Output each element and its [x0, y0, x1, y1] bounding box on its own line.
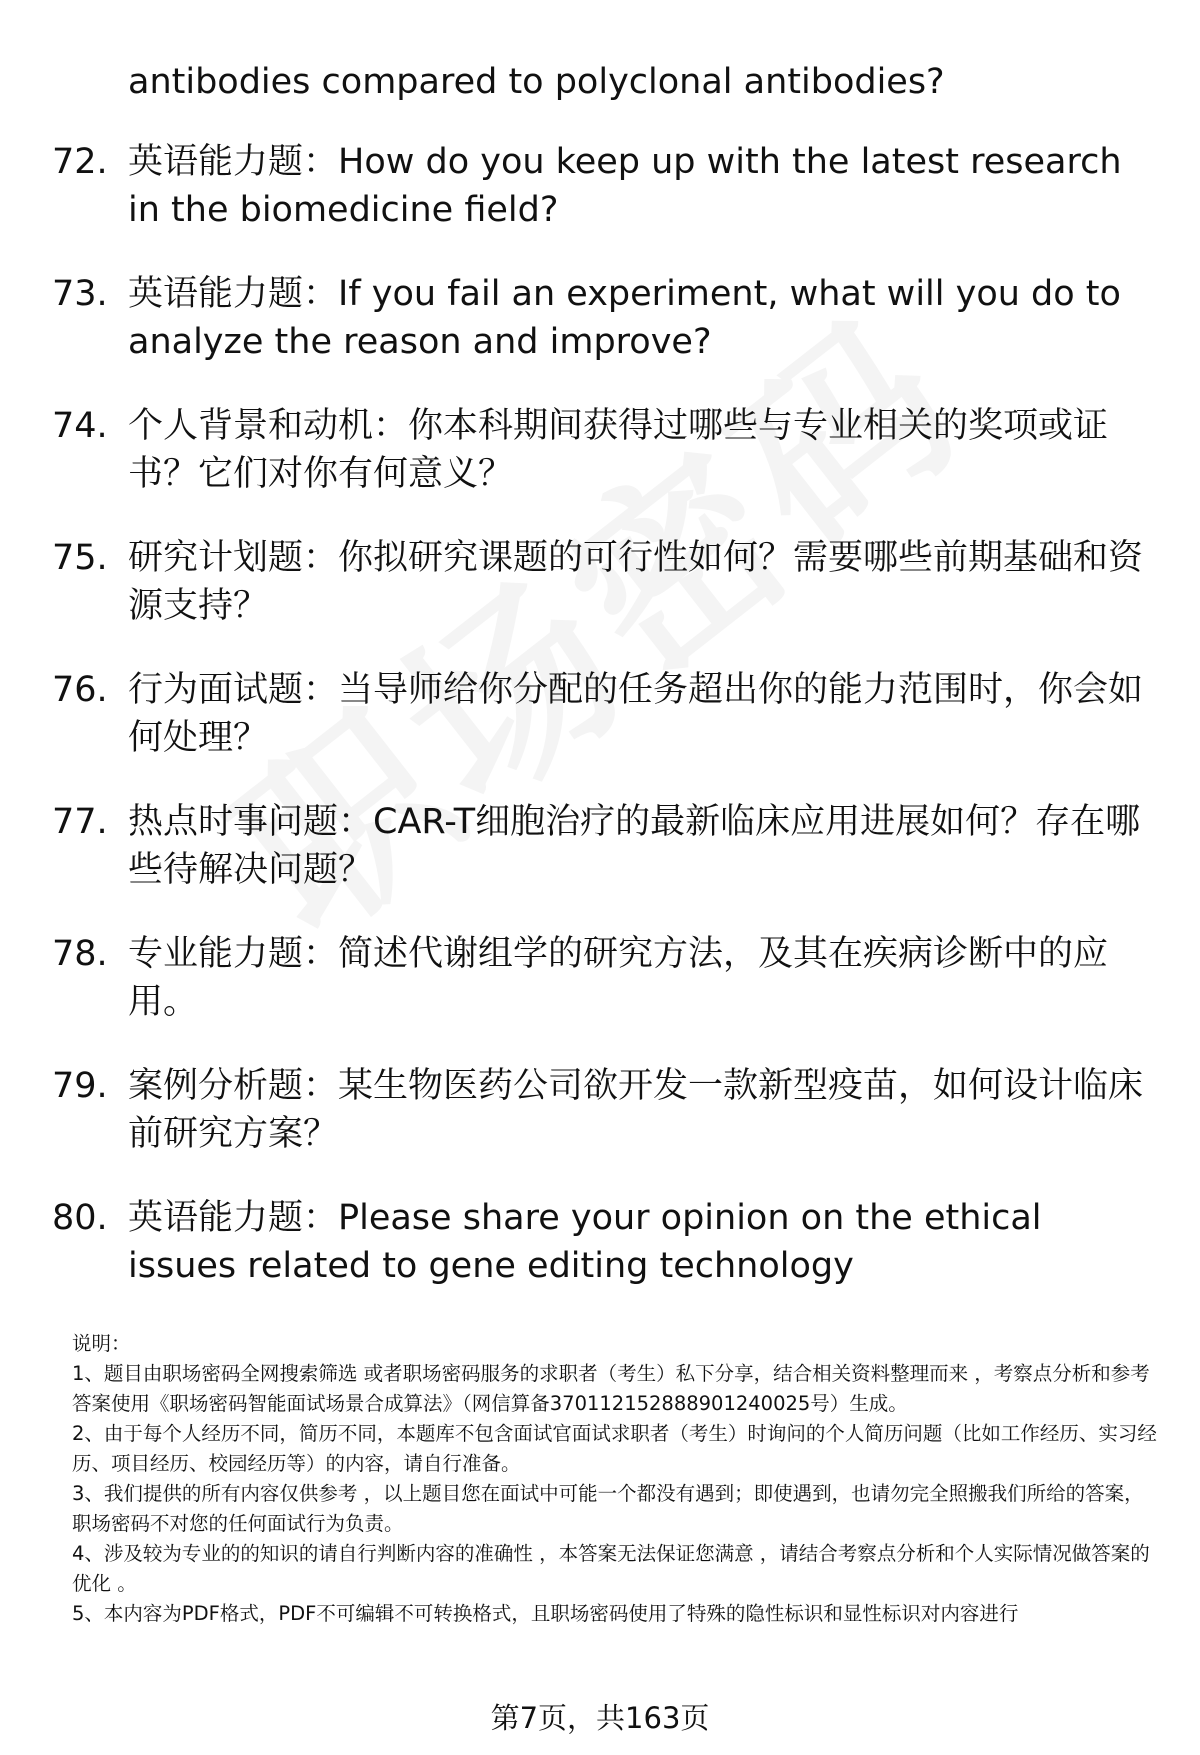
continuation-text: antibodies compared to polyclonal antibodies? — [128, 62, 945, 102]
question-number: 75. — [52, 538, 108, 578]
note-item: 1、题目由职场密码全网搜索筛选 或者职场密码服务的求职者（考生）私下分享，结合相关资料整理而来 ，考察点分析和参考答案使用《职场密码智能面试场景合成算法》（网信算备370112152888901240025号）生成。 — [72, 1362, 1150, 1415]
question-item — [52, 534, 1160, 630]
question-number: 79. — [52, 1066, 108, 1106]
question-text: 研究计划题：你拟研究课题的可行性如何？需要哪些前期基础和资源支持？ — [128, 538, 1144, 626]
question-list — [52, 138, 1160, 1326]
question-number: 77. — [52, 802, 108, 842]
question-item — [52, 930, 1160, 1026]
question-number: 78. — [52, 934, 108, 974]
question-number: 76. — [52, 670, 108, 710]
question-text: 英语能力题：How do you keep up with the latest research in the biomedicine field? — [128, 142, 1122, 230]
note-item: 2、由于每个人经历不同，简历不同，本题库不包含面试官面试求职者（考生）时询问的个人简历问题（比如工作经历、实习经历、项目经历、校园经历等）的内容，请自行准备。 — [72, 1422, 1157, 1475]
question-text: 个人背景和动机：你本科期间获得过哪些与专业相关的奖项或证书？它们对你有何意义？ — [128, 406, 1109, 494]
question-number: 74. — [52, 406, 108, 446]
notes-heading: 说明： — [72, 1332, 131, 1355]
question-text: 英语能力题：Please share your opinion on the ethical issues related to gene editing technology — [128, 1198, 1042, 1286]
question-item — [52, 1062, 1160, 1158]
page-footer: 第7页，共163页 — [490, 1701, 710, 1735]
question-item — [52, 798, 1160, 894]
notes-section — [72, 1329, 1162, 1629]
question-number: 72. — [52, 142, 108, 182]
question-text: 案例分析题：某生物医药公司欲开发一款新型疫苗，如何设计临床前研究方案？ — [128, 1066, 1144, 1154]
question-text: 热点时事问题：CAR-T细胞治疗的最新临床应用进展如何？存在哪些待解决问题？ — [128, 802, 1141, 890]
question-item — [52, 138, 1160, 234]
question-item — [52, 402, 1160, 498]
question-text: 英语能力题：If you fail an experiment, what will you do to analyze the reason and improve? — [128, 274, 1121, 362]
note-item: 3、我们提供的所有内容仅供参考 ，以上题目您在面试中可能一个都没有遇到；即使遇到，也请勿完全照搬我们所给的答案，职场密码不对您的任何面试行为负责。 — [72, 1482, 1144, 1535]
note-item: 4、涉及较为专业的的知识的请自行判断内容的准确性 ，本答案无法保证您满意 ，请结合考察点分析和个人实际情况做答案的优化 。 — [72, 1542, 1150, 1595]
question-text: 专业能力题：简述代谢组学的研究方法，及其在疾病诊断中的应用。 — [128, 934, 1109, 1022]
question-item — [52, 666, 1160, 762]
note-item: 5、本内容为PDF格式，PDF不可编辑不可转换格式，且职场密码使用了特殊的隐性标识和显性标识对内容进行 — [72, 1602, 1019, 1625]
question-item — [52, 1194, 1160, 1290]
question-text: 行为面试题：当导师给你分配的任务超出你的能力范围时，你会如何处理？ — [128, 670, 1144, 758]
question-number: 73. — [52, 274, 108, 314]
question-item — [52, 270, 1160, 366]
question-number: 80. — [52, 1198, 108, 1238]
